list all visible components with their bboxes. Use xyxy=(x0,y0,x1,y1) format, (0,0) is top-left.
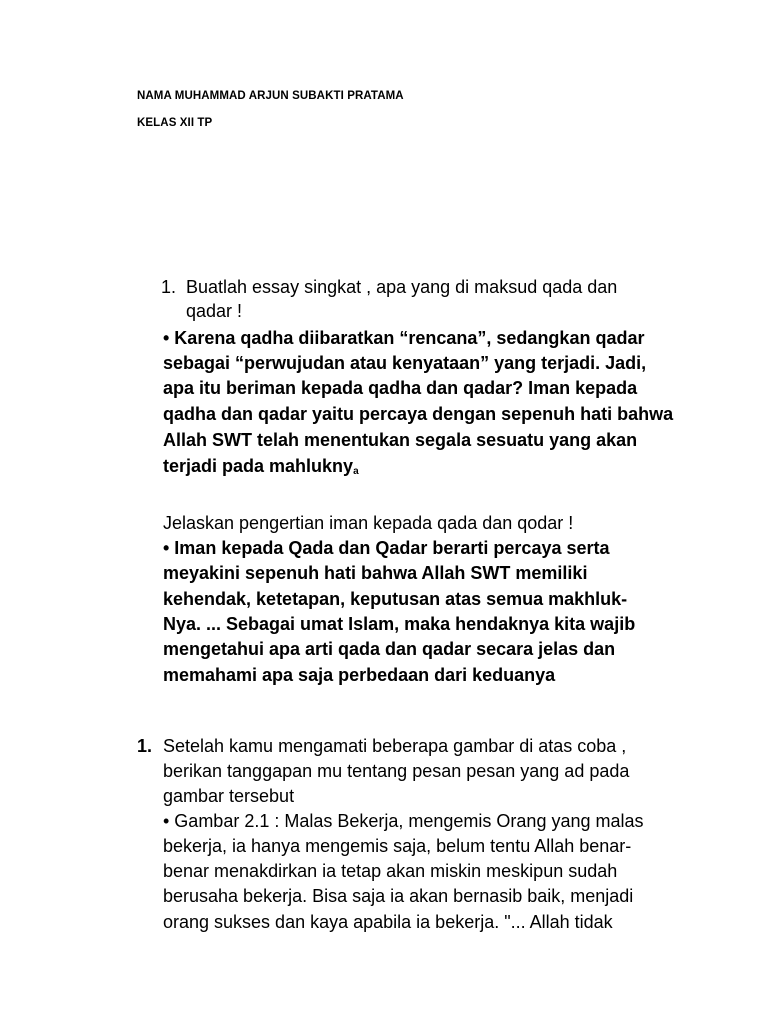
question-3-line-3: gambar tersebut xyxy=(163,786,295,806)
student-name: NAMA MUHAMMAD ARJUN SUBAKTI PRATAMA xyxy=(137,90,404,102)
answer-1-line-5: Allah SWT telah menentukan segala sesuatu yang akan xyxy=(163,430,638,450)
question-1-line-2: qadar ! xyxy=(186,301,243,321)
question-3-line-8: orang sukses dan kaya apabila ia bekerja. "... Allah tidak xyxy=(163,912,613,932)
answer-1-tail-char: a xyxy=(353,466,359,477)
answer-2-line-4: Nya. ... Sebagai umat Islam, maka hendaknya kita wajib xyxy=(163,614,636,634)
answer-1-line-3: apa itu beriman kepada qadha dan qadar? Iman kepada xyxy=(163,378,638,398)
answer-1-line-1: • Karena qadha diibaratkan “rencana”, sedangkan qadar xyxy=(163,328,645,348)
question-1-line-1: Buatlah essay singkat , apa yang di maksud qada dan xyxy=(186,277,618,297)
answer-2-line-2: meyakini sepenuh hati bahwa Allah SWT memiliki xyxy=(163,563,588,583)
answer-1-line-6 xyxy=(163,454,359,484)
question-3-number: 1. xyxy=(137,736,153,756)
answer-2-line-5: mengetahui apa arti qada dan qadar secara jelas dan xyxy=(163,639,616,659)
question-3-line-4: • Gambar 2.1 : Malas Bekerja, mengemis Orang yang malas xyxy=(163,811,644,831)
question-1-number: 1. xyxy=(161,277,177,297)
student-class: KELAS XII TP xyxy=(137,117,213,129)
question-3-line-1: Setelah kamu mengamati beberapa gambar di atas coba , xyxy=(163,736,627,756)
question-2-line: Jelaskan pengertian iman kepada qada dan qodar ! xyxy=(163,513,574,533)
answer-1-line-6-text: terjadi pada mahlukny xyxy=(163,456,354,476)
question-3-line-7: berusaha bekerja. Bisa saja ia akan bernasib baik, menjadi xyxy=(163,886,634,906)
question-3-line-5: bekerja, ia hanya mengemis saja, belum tentu Allah benar- xyxy=(163,836,632,856)
question-3-line-2: berikan tanggapan mu tentang pesan pesan yang ad pada xyxy=(163,761,630,781)
question-3-line-6: benar menakdirkan ia tetap akan miskin meskipun sudah xyxy=(163,861,618,881)
answer-2-line-1: • Iman kepada Qada dan Qadar berarti percaya serta xyxy=(163,538,610,558)
answer-1-line-2: sebagai “perwujudan atau kenyataan” yang terjadi. Jadi, xyxy=(163,353,647,373)
answer-2-line-6: memahami apa saja perbedaan dari keduanya xyxy=(163,665,556,685)
answer-2-line-3: kehendak, ketetapan, keputusan atas semua makhluk- xyxy=(163,589,628,609)
answer-1-line-4: qadha dan qadar yaitu percaya dengan sepenuh hati bahwa xyxy=(163,404,674,424)
